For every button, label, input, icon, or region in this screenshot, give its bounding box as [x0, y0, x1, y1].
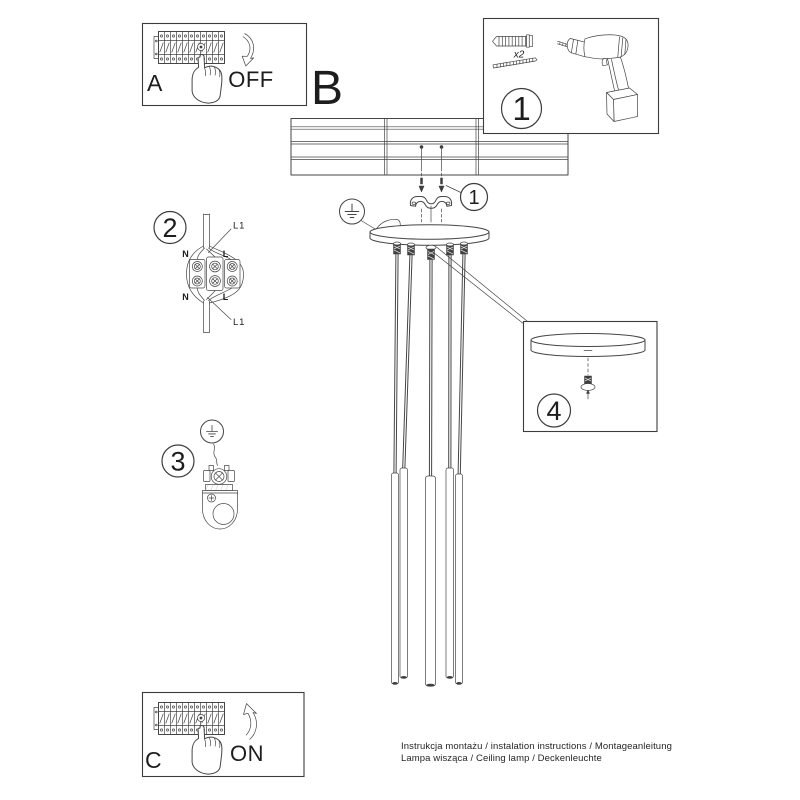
step-1-tools	[484, 19, 659, 134]
footer-line-1: Instrukcja montażu / instalation instructions / Montageanleitung	[401, 741, 672, 752]
step-b-label: B	[311, 62, 344, 115]
wire-label-l-bottom: L	[222, 292, 229, 302]
wire-label-l1-top: L1	[233, 220, 246, 232]
callout-1-number: 1	[468, 187, 480, 209]
step-4-number: 4	[546, 396, 562, 426]
step-1-number: 1	[512, 90, 531, 127]
step-a-label: A	[147, 70, 163, 96]
step-c-power-on	[143, 693, 305, 777]
step-2-number: 2	[162, 213, 178, 243]
earth-symbol-clamp	[201, 420, 224, 443]
step-a-action-off: OFF	[228, 67, 274, 92]
step-c-action-on: ON	[230, 741, 264, 766]
wire-label-n-top: N	[182, 249, 189, 259]
wire-label-n-bottom: N	[182, 292, 189, 302]
wall-plug-icon	[493, 35, 533, 47]
clamp-icon	[203, 466, 238, 530]
footer-captions	[401, 741, 672, 764]
pendant-cables	[394, 254, 465, 476]
breaker-panel-icon	[154, 32, 225, 64]
step-2-wiring	[154, 212, 245, 333]
pendant-tubes	[392, 468, 463, 686]
step-c-label: C	[145, 747, 162, 773]
wire-label-l1-bottom: L1	[233, 317, 246, 328]
wire-label-l-top: L	[222, 249, 229, 259]
step-a-power-off	[143, 24, 307, 106]
breaker-panel-icon	[154, 703, 225, 735]
step-3-earth-clamp	[162, 420, 238, 529]
callout-4-leader-lines	[434, 247, 528, 325]
screw-quantity-label: x2	[513, 49, 525, 61]
step-3-number: 3	[170, 446, 186, 477]
footer-line-2: Lampa wisząca / Ceiling lamp / Deckenleuchte	[401, 752, 602, 764]
canopy-illustration	[370, 225, 489, 260]
earth-symbol-canopy	[340, 199, 401, 230]
step-4-canopy-detail	[524, 322, 658, 432]
